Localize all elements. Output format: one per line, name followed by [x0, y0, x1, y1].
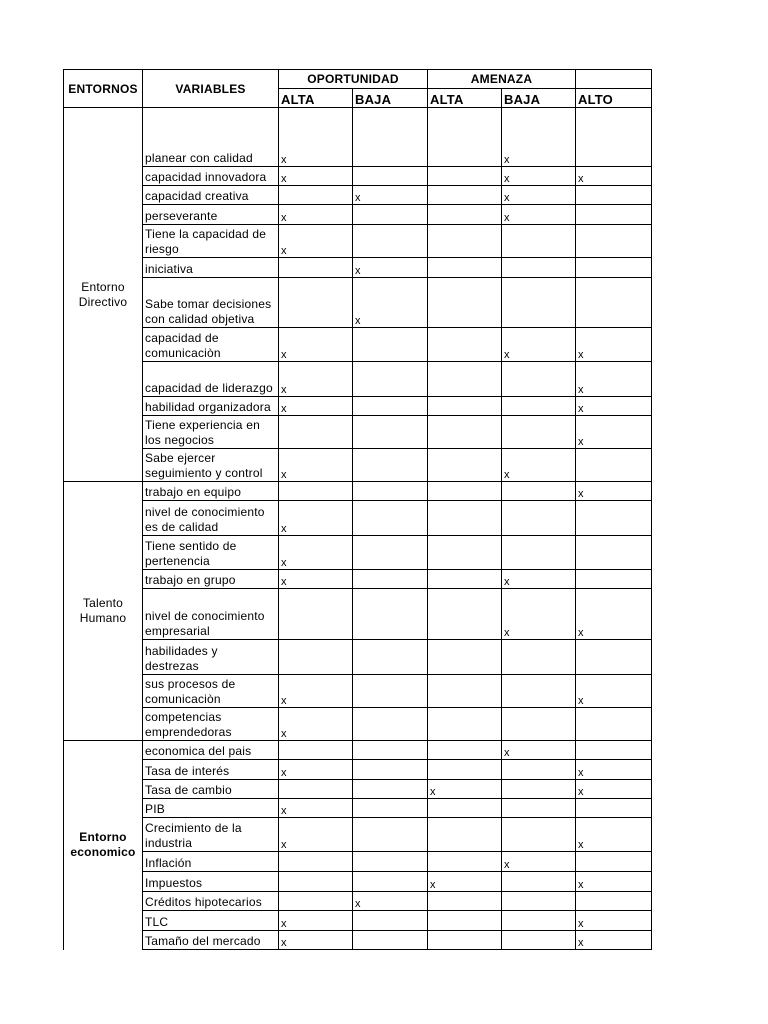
table-row [64, 449, 652, 482]
mark-cell [353, 640, 428, 675]
mark-cell [502, 258, 576, 278]
table-row [64, 640, 652, 675]
mark-cell: x [576, 397, 652, 416]
environment-group-label: Entorno economico [64, 741, 143, 950]
table-row [64, 708, 652, 741]
mark-cell [428, 449, 502, 482]
mark-cell: x [279, 362, 353, 397]
mark-cell [502, 482, 576, 501]
mark-cell [353, 328, 428, 362]
mark-cell: x [279, 449, 353, 482]
table-row [64, 167, 652, 186]
mark-cell [353, 911, 428, 931]
mark-cell [502, 931, 576, 950]
variable-cell: habilidad organizadora [143, 397, 279, 416]
table-row [64, 205, 652, 225]
mark-cell: x [502, 205, 576, 225]
table-row [64, 501, 652, 536]
mark-cell [428, 741, 502, 760]
mark-cell [502, 501, 576, 536]
mark-cell [502, 362, 576, 397]
variable-cell: planear con calidad [143, 108, 279, 167]
mark-cell [576, 741, 652, 760]
mark-cell [576, 852, 652, 872]
mark-cell [353, 205, 428, 225]
mark-cell: x [279, 501, 353, 536]
mark-cell [353, 397, 428, 416]
mark-cell [353, 799, 428, 818]
table-row [64, 589, 652, 640]
mark-cell [502, 536, 576, 570]
mark-cell [428, 931, 502, 950]
mark-cell: x [279, 536, 353, 570]
mark-cell: x [353, 278, 428, 328]
mark-cell [576, 799, 652, 818]
mark-cell [428, 186, 502, 205]
mark-cell [576, 708, 652, 741]
mark-cell [353, 741, 428, 760]
mark-cell: x [502, 852, 576, 872]
mark-cell [353, 675, 428, 708]
mark-cell [428, 675, 502, 708]
mark-cell [576, 108, 652, 167]
variable-cell: capacidad de liderazgo [143, 362, 279, 397]
mark-cell [428, 852, 502, 872]
mark-cell [502, 708, 576, 741]
variable-cell: Sabe tomar decisiones con calidad objetiva [143, 278, 279, 328]
table-row [64, 741, 652, 760]
mark-cell [576, 205, 652, 225]
mark-cell [279, 892, 353, 911]
variable-cell: Tamaño del mercado [143, 931, 279, 950]
mark-cell [428, 362, 502, 397]
variable-cell: trabajo en equipo [143, 482, 279, 501]
mark-cell [576, 225, 652, 258]
mark-cell [428, 708, 502, 741]
mark-cell: x [353, 258, 428, 278]
mark-cell [353, 708, 428, 741]
subheader-oportunidad-alta: ALTA [279, 89, 353, 108]
mark-cell [279, 416, 353, 449]
environment-group-label: Talento Humano [64, 482, 143, 741]
mark-cell: x [576, 931, 652, 950]
mark-cell [428, 570, 502, 589]
table-row [64, 675, 652, 708]
table-row [64, 872, 652, 892]
mark-cell [502, 760, 576, 780]
mark-cell [502, 640, 576, 675]
mark-cell [428, 501, 502, 536]
mark-cell: x [576, 675, 652, 708]
table-row [64, 818, 652, 852]
mark-cell [502, 225, 576, 258]
mark-cell: x [279, 760, 353, 780]
variable-cell: Impuestos [143, 872, 279, 892]
mark-cell [428, 799, 502, 818]
mark-cell [279, 482, 353, 501]
mark-cell: x [428, 780, 502, 799]
mark-cell [428, 225, 502, 258]
header-group-amenaza: AMENAZA [428, 70, 576, 89]
mark-cell [428, 818, 502, 852]
mark-cell [502, 278, 576, 328]
mark-cell: x [279, 931, 353, 950]
mark-cell [353, 501, 428, 536]
mark-cell: x [353, 892, 428, 911]
variable-cell: competencias emprendedoras [143, 708, 279, 741]
mark-cell [279, 640, 353, 675]
table-row [64, 186, 652, 205]
mark-cell: x [502, 328, 576, 362]
variable-cell: PIB [143, 799, 279, 818]
mark-cell [353, 449, 428, 482]
mark-cell [576, 258, 652, 278]
variable-cell: nivel de conocimiento es de calidad [143, 501, 279, 536]
table-row [64, 328, 652, 362]
mark-cell [279, 589, 353, 640]
mark-cell: x [502, 589, 576, 640]
mark-cell: x [502, 167, 576, 186]
mark-cell: x [502, 108, 576, 167]
mark-cell [428, 328, 502, 362]
mark-cell: x [279, 167, 353, 186]
table-row [64, 536, 652, 570]
mark-cell [428, 167, 502, 186]
mark-cell [353, 362, 428, 397]
environment-group-label: Entorno Directivo [64, 108, 143, 482]
table-row [64, 852, 652, 872]
mark-cell [353, 108, 428, 167]
variable-cell: sus procesos de comunicaciòn [143, 675, 279, 708]
subheader-alto: ALTO [576, 89, 652, 108]
mark-cell [502, 911, 576, 931]
mark-cell: x [279, 225, 353, 258]
mark-cell [502, 780, 576, 799]
mark-cell [428, 416, 502, 449]
mark-cell: x [576, 362, 652, 397]
mark-cell [279, 186, 353, 205]
mark-cell: x [576, 760, 652, 780]
mark-cell: x [279, 570, 353, 589]
mark-cell: x [279, 911, 353, 931]
table-row [64, 892, 652, 911]
subheader-amenaza-baja: BAJA [502, 89, 576, 108]
mark-cell [353, 852, 428, 872]
mark-cell: x [279, 708, 353, 741]
mark-cell [428, 258, 502, 278]
mark-cell: x [279, 818, 353, 852]
variable-cell: capacidad innovadora [143, 167, 279, 186]
mark-cell [576, 186, 652, 205]
table-row [64, 397, 652, 416]
mark-cell [428, 589, 502, 640]
mark-cell [279, 780, 353, 799]
variable-cell: Tiene la capacidad de riesgo [143, 225, 279, 258]
mark-cell [576, 892, 652, 911]
mark-cell: x [576, 911, 652, 931]
table-row [64, 362, 652, 397]
mark-cell [428, 536, 502, 570]
mark-cell [428, 892, 502, 911]
variable-cell: Inflación [143, 852, 279, 872]
mark-cell [428, 205, 502, 225]
mark-cell: x [576, 818, 652, 852]
header-variables: VARIABLES [143, 70, 279, 108]
variable-cell: Créditos hipotecarios [143, 892, 279, 911]
mark-cell [576, 640, 652, 675]
mark-cell [353, 416, 428, 449]
mark-cell [576, 449, 652, 482]
mark-cell [502, 872, 576, 892]
mark-cell [428, 108, 502, 167]
mark-cell: x [502, 449, 576, 482]
subheader-oportunidad-baja: BAJA [353, 89, 428, 108]
variable-cell: capacidad creativa [143, 186, 279, 205]
mark-cell: x [576, 780, 652, 799]
mark-cell: x [279, 328, 353, 362]
mark-cell [353, 780, 428, 799]
variable-cell: Tasa de interés [143, 760, 279, 780]
mark-cell [428, 278, 502, 328]
matrix-body [64, 108, 652, 950]
mark-cell [502, 675, 576, 708]
mark-cell [279, 872, 353, 892]
mark-cell: x [279, 675, 353, 708]
mark-cell: x [576, 416, 652, 449]
mark-cell [428, 482, 502, 501]
mark-cell [279, 852, 353, 872]
mark-cell [353, 589, 428, 640]
mark-cell [353, 536, 428, 570]
mark-cell [502, 892, 576, 911]
mark-cell [576, 501, 652, 536]
variable-cell: nivel de conocimiento empresarial [143, 589, 279, 640]
mark-cell [353, 482, 428, 501]
mark-cell [428, 640, 502, 675]
mark-cell [279, 741, 353, 760]
variable-cell: capacidad de comunicaciòn [143, 328, 279, 362]
variable-cell: Crecimiento de la industria [143, 818, 279, 852]
table-row [64, 108, 652, 167]
table-row [64, 911, 652, 931]
table-row [64, 482, 652, 501]
mark-cell: x [576, 482, 652, 501]
mark-cell: x [502, 570, 576, 589]
swot-matrix-table [63, 69, 652, 950]
mark-cell: x [576, 167, 652, 186]
mark-cell: x [502, 741, 576, 760]
table-row [64, 570, 652, 589]
variable-cell: Tiene experiencia en los negocios [143, 416, 279, 449]
variable-cell: Tiene sentido de pertenencia [143, 536, 279, 570]
table-row [64, 278, 652, 328]
mark-cell: x [279, 108, 353, 167]
table-row [64, 799, 652, 818]
header-entornos: ENTORNOS [64, 70, 143, 108]
mark-cell [279, 258, 353, 278]
table-row [64, 760, 652, 780]
mark-cell [502, 818, 576, 852]
variable-cell: trabajo en grupo [143, 570, 279, 589]
table-row [64, 416, 652, 449]
mark-cell [353, 570, 428, 589]
mark-cell [353, 818, 428, 852]
variable-cell: iniciativa [143, 258, 279, 278]
mark-cell: x [279, 397, 353, 416]
header-group-blank [576, 70, 652, 89]
variable-cell: perseverante [143, 205, 279, 225]
mark-cell: x [279, 205, 353, 225]
table-row [64, 780, 652, 799]
variable-cell: TLC [143, 911, 279, 931]
variable-cell: economica del pais [143, 741, 279, 760]
mark-cell [353, 872, 428, 892]
mark-cell [576, 570, 652, 589]
mark-cell [353, 760, 428, 780]
variable-cell: habilidades y destrezas [143, 640, 279, 675]
mark-cell: x [576, 328, 652, 362]
mark-cell: x [502, 186, 576, 205]
mark-cell [353, 931, 428, 950]
mark-cell [428, 911, 502, 931]
mark-cell: x [428, 872, 502, 892]
header-group-oportunidad: OPORTUNIDAD [279, 70, 428, 89]
subheader-amenaza-alta: ALTA [428, 89, 502, 108]
mark-cell: x [353, 186, 428, 205]
mark-cell [353, 167, 428, 186]
mark-cell [502, 799, 576, 818]
mark-cell [502, 397, 576, 416]
table-row [64, 931, 652, 950]
mark-cell [576, 278, 652, 328]
mark-cell [428, 397, 502, 416]
table-row [64, 258, 652, 278]
variable-cell: Tasa de cambio [143, 780, 279, 799]
mark-cell: x [279, 799, 353, 818]
variable-cell: Sabe ejercer seguimiento y control [143, 449, 279, 482]
mark-cell: x [576, 589, 652, 640]
mark-cell: x [576, 872, 652, 892]
table-row [64, 225, 652, 258]
mark-cell [576, 536, 652, 570]
mark-cell [502, 416, 576, 449]
mark-cell [279, 278, 353, 328]
mark-cell [428, 760, 502, 780]
mark-cell [353, 225, 428, 258]
